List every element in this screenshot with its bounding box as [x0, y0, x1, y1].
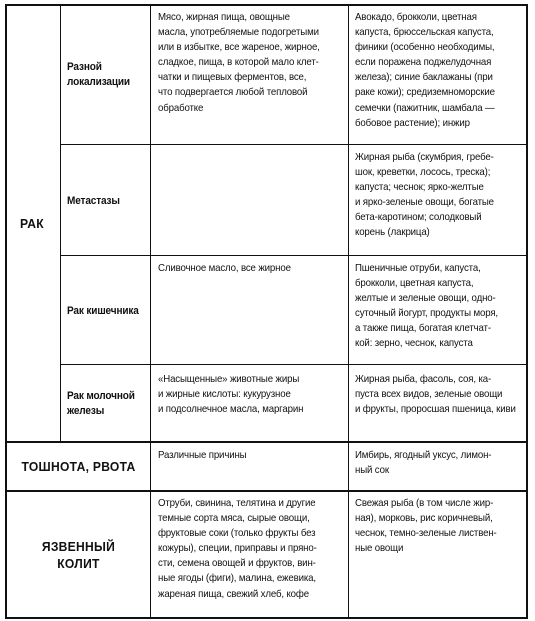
harmful-colitis: Отруби, свинина, телятина и другие темные сорта мяса, сырые овощи, фруктовые соки (только фрукты без кожуры), специи, приправы и пряно- сти, семена овощей и фруктов, вин- ные ягоды (фиги), малина, ежевика, жареная пища, свежий хлеб, кофе: [158, 498, 317, 600]
harmful-nausea: Различные причины: [158, 450, 247, 461]
helpful-metastases: Жирная рыба (скумбрия, гребе- шок, креветки, лосось, треска); капуста; чеснок; ярко-желтые и ярко-зеленые овощи, богатые бета-каротином; солодковый корень (лакрица): [355, 152, 494, 239]
table-border-top: [5, 4, 528, 6]
col-sep-category: [60, 4, 61, 441]
harmful-colon: Сливочное масло, все жирное: [158, 263, 291, 274]
row-sep-1: [60, 144, 528, 145]
harmful-various: Мясо, жирная пища, овощные масла, употребляемые подогретыми или в избытке, все жареное, жирное, сладкое, пища, в которой мало клет- чатки и пищевых ферментов, все, что подвергается любой тепловой обработке: [158, 12, 320, 114]
harmful-breast: «Насыщенные» животные жиры и жирные кислоты: кукурузное и подсолнечное масла, маргарин: [158, 374, 304, 416]
table-border-left: [5, 4, 7, 619]
col-sep-sub: [150, 4, 151, 617]
helpful-breast: Жирная рыба, фасоль, соя, ка- пуста всех видов, зеленые овощи и фрукты, проросшая пшеница, киви: [355, 374, 516, 416]
helpful-colon: Пшеничные отруби, капуста, брокколи, цветная капуста, желтые и зеленые овощи, одно- суточный йогурт, продукты моря, а также пища, богатая клетчат- кой: зерно, чеснок, капуста: [355, 263, 498, 350]
sub-label-metastases: Метастазы: [67, 195, 120, 207]
sub-label-colon: Рак кишечника: [67, 305, 139, 317]
row-sep-2: [60, 255, 528, 256]
helpful-nausea: Имбирь, ягодный уксус, лимон- ный сок: [355, 450, 492, 477]
row-sep-5: [5, 490, 528, 492]
sub-label-breast: Рак молочной железы: [67, 390, 135, 417]
category-cancer: РАК: [20, 216, 44, 231]
row-sep-3: [60, 364, 528, 365]
table-border-right: [526, 4, 528, 619]
category-colitis: ЯЗВЕННЫЙ КОЛИТ: [41, 539, 116, 571]
sub-label-various: Разной локализации: [67, 61, 130, 88]
row-sep-4: [5, 441, 528, 443]
helpful-colitis: Свежая рыба (в том числе жир- ная), морковь, рис коричневый, чеснок, темно-зеленые листвен- ные овощи: [355, 498, 497, 555]
table-border-bottom: [5, 617, 528, 619]
helpful-various: Авокадо, брокколи, цветная капуста, брюссельская капуста, финики (особенно необходимы, если поражена поджелудочная железа); синие баклажаны (при раке кожи); средиземноморские семечки (пажитник, шамбала — бобовое растение); инжир: [355, 12, 495, 129]
col-sep-foods: [348, 4, 349, 617]
category-nausea: ТОШНОТА, РВОТА: [21, 459, 136, 474]
